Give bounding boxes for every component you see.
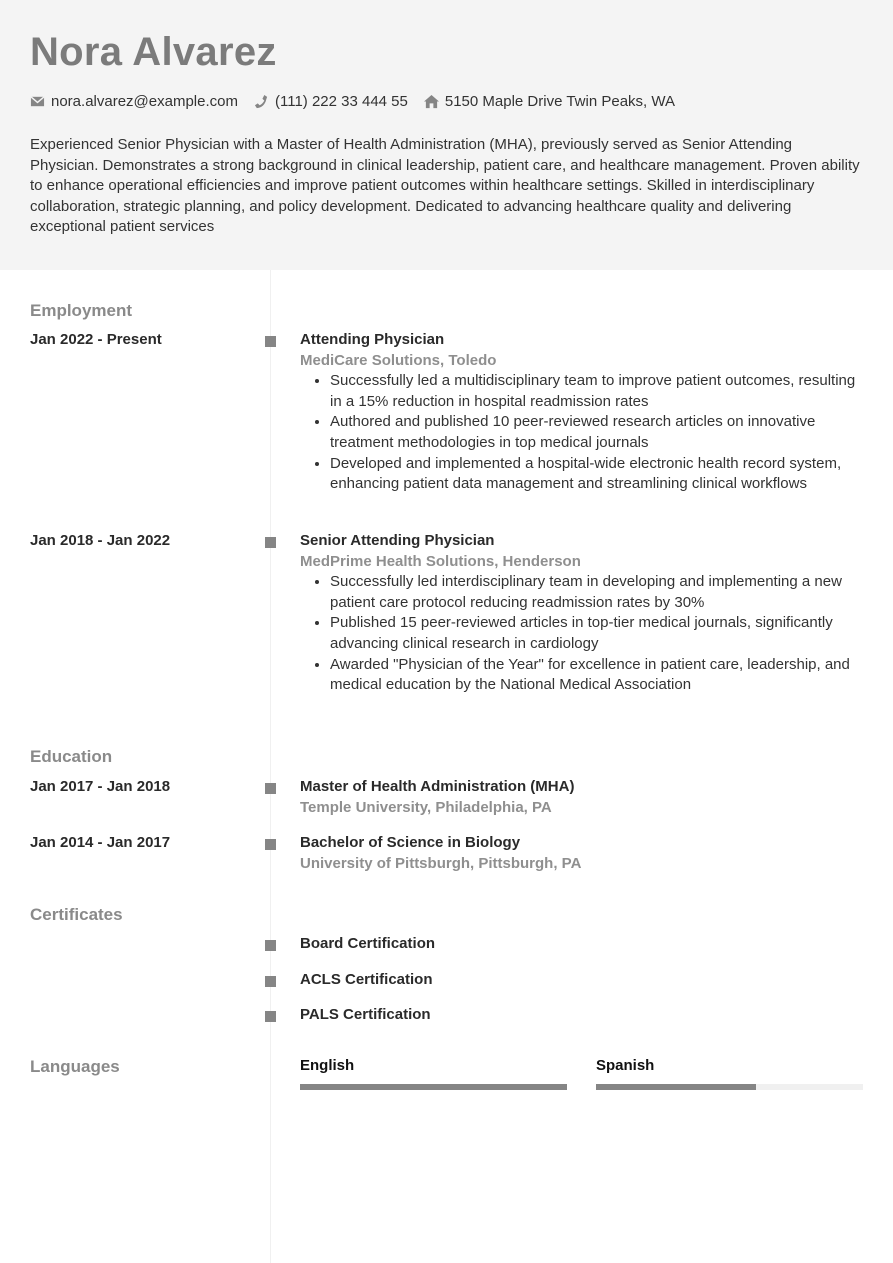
bullet-item: • Successfully led interdisciplinary team in developing and implementing a new patient care protocol reducing readmission rates by 30% <box>330 572 870 613</box>
timeline-divider <box>270 270 271 1263</box>
timeline-marker <box>265 940 276 951</box>
section-title-education: Education <box>30 747 113 766</box>
certificate-item <box>300 970 870 991</box>
timeline-marker <box>265 783 276 794</box>
email-text: nora.alvarez@example.com <box>51 93 238 110</box>
education-entry <box>300 777 870 818</box>
contact-address <box>424 93 675 110</box>
employer: MedPrime Health Solutions, Henderson <box>300 552 581 570</box>
language-level-bar <box>300 1084 567 1090</box>
address-text: 5150 Maple Drive Twin Peaks, WA <box>444 93 675 110</box>
timeline-marker <box>265 336 276 347</box>
contact-phone[interactable] <box>254 93 408 110</box>
certificate-name: PALS Certification <box>300 1006 431 1023</box>
language-name: English <box>300 1057 355 1074</box>
education-entry <box>300 833 870 874</box>
certificate-name: ACLS Certification <box>300 971 433 988</box>
language-english <box>300 1057 567 1090</box>
envelope-icon <box>30 94 45 109</box>
certificate-name: Board Certification <box>300 935 436 952</box>
language-level-fill <box>596 1084 756 1090</box>
language-level-bar <box>596 1084 863 1090</box>
bullet-item: • Authored and published 10 peer-reviewed research articles on innovative treatment methodologies in top medical journals <box>330 412 870 453</box>
bullet-item: • Published 15 peer-reviewed articles in top-tier medical journals, significantly advancing clinical research in cardiology <box>330 613 870 654</box>
language-name: Spanish <box>596 1057 655 1074</box>
job-bullets <box>300 572 870 696</box>
employer: MediCare Solutions, Toledo <box>300 351 497 369</box>
section-title-certificates: Certificates <box>30 905 123 924</box>
timeline-marker <box>265 537 276 548</box>
certificate-item <box>300 1005 870 1026</box>
degree: Bachelor of Science in Biology <box>300 834 521 851</box>
employment-date: Jan 2022 - Present <box>30 331 162 348</box>
bullet-item: • Awarded "Physician of the Year" for excellence in patient care, leadership, and medical education by the National Medical Association <box>330 655 870 696</box>
job-bullets <box>300 371 870 495</box>
timeline-marker <box>265 839 276 850</box>
school: University of Pittsburgh, Pittsburgh, PA <box>300 854 582 872</box>
section-title-employment: Employment <box>30 301 133 320</box>
contact-row <box>30 93 675 110</box>
timeline-marker <box>265 1011 276 1022</box>
employment-entry <box>300 531 870 696</box>
job-title: Senior Attending Physician <box>300 532 495 549</box>
job-title: Attending Physician <box>300 331 445 348</box>
language-level-fill <box>300 1084 567 1090</box>
language-spanish <box>596 1057 863 1090</box>
phone-icon <box>254 94 269 109</box>
summary: Experienced Senior Physician with a Master of Health Administration (MHA), previously served as Senior Attending Physician. Demonstrates a strong background in clinical leadership, patient care, and healthcare management. Proven ability to enhance operational efficiencies and improve patient outcomes within healthcare settings. Skilled in interdisciplinary collaboration, strategic planning, and policy development. Dedicated to advancing healthcare quality and delivering exceptional patient services <box>30 136 860 236</box>
contact-email[interactable] <box>30 93 238 110</box>
education-date: Jan 2017 - Jan 2018 <box>30 778 171 795</box>
section-title-languages: Languages <box>30 1057 120 1076</box>
timeline-marker <box>265 976 276 987</box>
bullet-item: • Successfully led a multidisciplinary team to improve patient outcomes, resulting in a 15% reduction in hospital readmission rates <box>330 371 870 412</box>
school: Temple University, Philadelphia, PA <box>300 798 552 816</box>
candidate-name: Nora Alvarez <box>30 30 277 74</box>
education-date: Jan 2014 - Jan 2017 <box>30 834 171 851</box>
employment-date: Jan 2018 - Jan 2022 <box>30 532 171 549</box>
header <box>0 0 893 270</box>
degree: Master of Health Administration (MHA) <box>300 778 575 795</box>
employment-entry <box>300 330 870 495</box>
home-icon <box>424 94 439 109</box>
phone-text: (111) 222 33 444 55 <box>274 93 408 110</box>
certificate-item <box>300 934 870 955</box>
bullet-item: • Developed and implemented a hospital-wide electronic health record system, enhancing patient data management and streamlining clinical workflows <box>330 454 870 495</box>
